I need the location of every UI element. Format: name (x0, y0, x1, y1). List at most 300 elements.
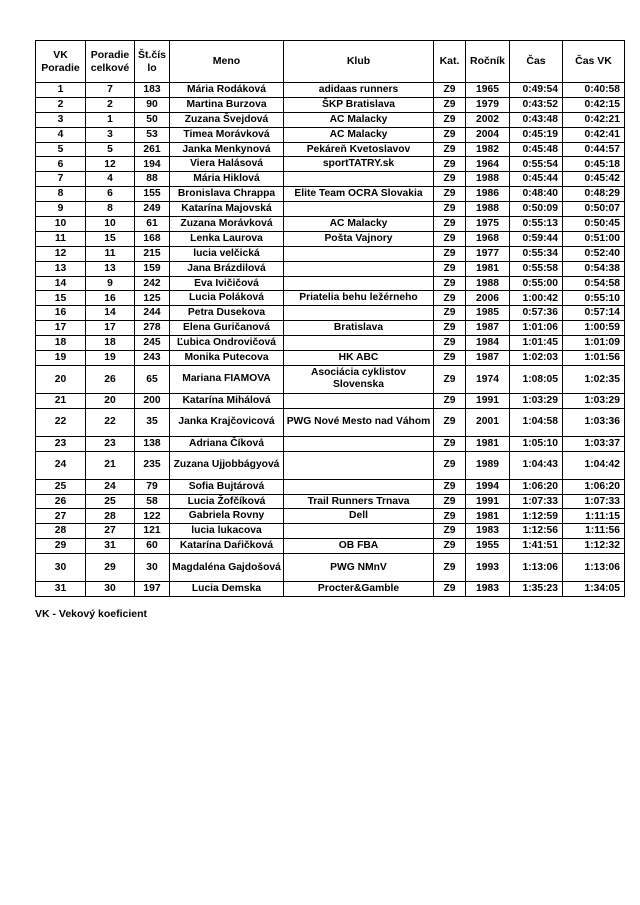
cell-klub: Dell (284, 509, 434, 524)
cell-vk-poradie: 20 (36, 365, 86, 393)
cell-klub (284, 172, 434, 187)
header-cas: Čas (510, 41, 563, 83)
cell-cas: 0:45:48 (510, 142, 563, 157)
cell-meno: Timea Morávková (170, 127, 284, 142)
cell-kat: Z9 (434, 306, 466, 321)
cell-kat: Z9 (434, 112, 466, 127)
cell-vk-poradie: 24 (36, 451, 86, 479)
cell-poradie-celkove: 31 (86, 539, 135, 554)
cell-cas: 1:02:03 (510, 351, 563, 366)
cell-vk-poradie: 27 (36, 509, 86, 524)
cell-rocnik: 1987 (466, 321, 510, 336)
results-table (35, 40, 625, 597)
cell-cas-vk: 0:55:10 (563, 291, 625, 306)
cell-vk-poradie: 15 (36, 291, 86, 306)
cell-cas-vk: 1:03:29 (563, 393, 625, 408)
cell-st-cislo: 249 (135, 202, 170, 217)
cell-klub: PWG Nové Mesto nad Váhom (284, 408, 434, 436)
cell-rocnik: 1955 (466, 539, 510, 554)
cell-meno: Katarína Daŕičková (170, 539, 284, 554)
cell-klub (284, 393, 434, 408)
header-poradie-celkove: Poradie celkové (86, 41, 135, 83)
cell-meno: Bronislava Chrappa (170, 187, 284, 202)
cell-rocnik: 1981 (466, 261, 510, 276)
table-row (36, 436, 625, 451)
cell-cas: 1:05:10 (510, 436, 563, 451)
cell-cas: 1:04:58 (510, 408, 563, 436)
cell-cas: 0:45:44 (510, 172, 563, 187)
cell-cas-vk: 1:07:33 (563, 494, 625, 509)
cell-st-cislo: 159 (135, 261, 170, 276)
cell-klub: PWG NMnV (284, 554, 434, 582)
cell-klub (284, 246, 434, 261)
cell-meno: Jana Brázdilová (170, 261, 284, 276)
cell-st-cislo: 215 (135, 246, 170, 261)
cell-vk-poradie: 28 (36, 524, 86, 539)
cell-poradie-celkove: 21 (86, 451, 135, 479)
table-row (36, 202, 625, 217)
cell-rocnik: 1986 (466, 187, 510, 202)
table-row (36, 408, 625, 436)
cell-vk-poradie: 22 (36, 408, 86, 436)
cell-meno: Katarína Majovská (170, 202, 284, 217)
cell-kat: Z9 (434, 291, 466, 306)
cell-poradie-celkove: 23 (86, 436, 135, 451)
cell-rocnik: 1981 (466, 509, 510, 524)
cell-klub (284, 436, 434, 451)
cell-vk-poradie: 29 (36, 539, 86, 554)
cell-cas-vk: 0:45:42 (563, 172, 625, 187)
cell-cas: 1:03:29 (510, 393, 563, 408)
cell-klub: Trail Runners Trnava (284, 494, 434, 509)
cell-kat: Z9 (434, 436, 466, 451)
table-row (36, 231, 625, 246)
cell-poradie-celkove: 1 (86, 112, 135, 127)
cell-rocnik: 1987 (466, 351, 510, 366)
cell-st-cislo: 244 (135, 306, 170, 321)
cell-meno: Lenka Laurova (170, 231, 284, 246)
cell-meno: Janka Krajčovicová (170, 408, 284, 436)
table-row (36, 539, 625, 554)
cell-poradie-celkove: 20 (86, 393, 135, 408)
cell-meno: Magdaléna Gajdošová (170, 554, 284, 582)
table-row (36, 217, 625, 232)
cell-klub: Bratislava (284, 321, 434, 336)
table-row (36, 554, 625, 582)
cell-rocnik: 1979 (466, 97, 510, 112)
cell-st-cislo: 235 (135, 451, 170, 479)
cell-cas-vk: 1:13:06 (563, 554, 625, 582)
cell-vk-poradie: 23 (36, 436, 86, 451)
table-row (36, 393, 625, 408)
cell-vk-poradie: 5 (36, 142, 86, 157)
cell-cas-vk: 1:01:09 (563, 336, 625, 351)
cell-st-cislo: 125 (135, 291, 170, 306)
cell-rocnik: 2001 (466, 408, 510, 436)
cell-cas-vk: 0:42:21 (563, 112, 625, 127)
cell-cas: 0:55:00 (510, 276, 563, 291)
cell-cas: 1:01:06 (510, 321, 563, 336)
cell-klub (284, 276, 434, 291)
cell-poradie-celkove: 3 (86, 127, 135, 142)
cell-poradie-celkove: 12 (86, 157, 135, 172)
cell-rocnik: 1983 (466, 582, 510, 597)
cell-cas-vk: 1:04:42 (563, 451, 625, 479)
table-row (36, 187, 625, 202)
cell-st-cislo: 50 (135, 112, 170, 127)
cell-st-cislo: 65 (135, 365, 170, 393)
cell-cas: 0:55:34 (510, 246, 563, 261)
cell-kat: Z9 (434, 172, 466, 187)
cell-st-cislo: 121 (135, 524, 170, 539)
table-row (36, 494, 625, 509)
cell-klub (284, 451, 434, 479)
cell-vk-poradie: 1 (36, 83, 86, 98)
cell-vk-poradie: 3 (36, 112, 86, 127)
table-row (36, 142, 625, 157)
cell-vk-poradie: 26 (36, 494, 86, 509)
table-row (36, 509, 625, 524)
cell-meno: Adriana Číková (170, 436, 284, 451)
cell-cas-vk: 1:11:56 (563, 524, 625, 539)
cell-meno: Lucia Žofčíková (170, 494, 284, 509)
cell-meno: Lucia Poláková (170, 291, 284, 306)
cell-st-cislo: 194 (135, 157, 170, 172)
cell-poradie-celkove: 14 (86, 306, 135, 321)
cell-poradie-celkove: 29 (86, 554, 135, 582)
cell-vk-poradie: 6 (36, 157, 86, 172)
cell-kat: Z9 (434, 83, 466, 98)
table-row (36, 157, 625, 172)
cell-rocnik: 1968 (466, 231, 510, 246)
cell-cas-vk: 0:57:14 (563, 306, 625, 321)
cell-rocnik: 1988 (466, 276, 510, 291)
cell-cas-vk: 1:34:05 (563, 582, 625, 597)
cell-kat: Z9 (434, 246, 466, 261)
cell-klub (284, 261, 434, 276)
cell-kat: Z9 (434, 524, 466, 539)
table-row (36, 479, 625, 494)
cell-meno: Gabriela Rovny (170, 509, 284, 524)
cell-cas: 0:49:54 (510, 83, 563, 98)
cell-meno: Katarína Mihálová (170, 393, 284, 408)
cell-klub (284, 306, 434, 321)
cell-cas-vk: 0:42:41 (563, 127, 625, 142)
cell-cas-vk: 0:44:57 (563, 142, 625, 157)
cell-st-cislo: 200 (135, 393, 170, 408)
cell-cas-vk: 0:51:00 (563, 231, 625, 246)
cell-poradie-celkove: 5 (86, 142, 135, 157)
cell-poradie-celkove: 10 (86, 217, 135, 232)
cell-st-cislo: 90 (135, 97, 170, 112)
cell-klub: AC Malacky (284, 217, 434, 232)
header-row (36, 41, 625, 83)
header-vk-poradie: VK Poradie (36, 41, 86, 83)
table-row (36, 365, 625, 393)
cell-cas-vk: 1:02:35 (563, 365, 625, 393)
cell-st-cislo: 242 (135, 276, 170, 291)
cell-kat: Z9 (434, 408, 466, 436)
cell-cas: 0:48:40 (510, 187, 563, 202)
cell-kat: Z9 (434, 321, 466, 336)
cell-meno: Mária Hiklová (170, 172, 284, 187)
cell-klub: ŠKP Bratislava (284, 97, 434, 112)
table-row (36, 351, 625, 366)
header-rocnik: Ročník (466, 41, 510, 83)
cell-rocnik: 1993 (466, 554, 510, 582)
cell-kat: Z9 (434, 157, 466, 172)
cell-poradie-celkove: 22 (86, 408, 135, 436)
cell-st-cislo: 53 (135, 127, 170, 142)
header-meno: Meno (170, 41, 284, 83)
cell-cas-vk: 0:50:45 (563, 217, 625, 232)
table-row (36, 172, 625, 187)
cell-rocnik: 1991 (466, 494, 510, 509)
cell-cas-vk: 0:45:18 (563, 157, 625, 172)
cell-vk-poradie: 21 (36, 393, 86, 408)
cell-kat: Z9 (434, 127, 466, 142)
cell-poradie-celkove: 28 (86, 509, 135, 524)
cell-klub: OB FBA (284, 539, 434, 554)
cell-vk-poradie: 16 (36, 306, 86, 321)
cell-poradie-celkove: 18 (86, 336, 135, 351)
cell-poradie-celkove: 17 (86, 321, 135, 336)
table-row (36, 97, 625, 112)
cell-klub: AC Malacky (284, 112, 434, 127)
cell-st-cislo: 155 (135, 187, 170, 202)
cell-rocnik: 1983 (466, 524, 510, 539)
cell-vk-poradie: 8 (36, 187, 86, 202)
cell-rocnik: 2004 (466, 127, 510, 142)
header-st-cislo: Št.čís lo (135, 41, 170, 83)
cell-klub: AC Malacky (284, 127, 434, 142)
header-cas-vk: Čas VK (563, 41, 625, 83)
cell-meno: Zuzana Švejdová (170, 112, 284, 127)
cell-cas: 0:43:48 (510, 112, 563, 127)
cell-kat: Z9 (434, 351, 466, 366)
cell-meno: Zuzana Morávková (170, 217, 284, 232)
cell-cas: 0:55:13 (510, 217, 563, 232)
cell-kat: Z9 (434, 336, 466, 351)
cell-poradie-celkove: 19 (86, 351, 135, 366)
cell-st-cislo: 58 (135, 494, 170, 509)
table-row (36, 261, 625, 276)
cell-cas: 0:43:52 (510, 97, 563, 112)
cell-cas: 1:12:56 (510, 524, 563, 539)
cell-cas-vk: 1:12:32 (563, 539, 625, 554)
cell-meno: Monika Putecova (170, 351, 284, 366)
cell-vk-poradie: 4 (36, 127, 86, 142)
footnote: VK - Vekový koeficient (35, 608, 148, 620)
cell-klub: Asociácia cyklistov Slovenska (284, 365, 434, 393)
results-body (36, 83, 625, 597)
cell-cas-vk: 1:03:37 (563, 436, 625, 451)
table-row (36, 83, 625, 98)
cell-poradie-celkove: 7 (86, 83, 135, 98)
table-row (36, 336, 625, 351)
cell-cas: 1:00:42 (510, 291, 563, 306)
cell-poradie-celkove: 6 (86, 187, 135, 202)
cell-kat: Z9 (434, 276, 466, 291)
cell-kat: Z9 (434, 187, 466, 202)
cell-st-cislo: 35 (135, 408, 170, 436)
cell-meno: Ľubica Ondrovičová (170, 336, 284, 351)
cell-klub (284, 524, 434, 539)
cell-cas: 0:57:36 (510, 306, 563, 321)
cell-cas: 1:01:45 (510, 336, 563, 351)
cell-poradie-celkove: 4 (86, 172, 135, 187)
table-row (36, 451, 625, 479)
cell-rocnik: 1974 (466, 365, 510, 393)
cell-rocnik: 1989 (466, 451, 510, 479)
cell-st-cislo: 61 (135, 217, 170, 232)
cell-meno: Petra Dusekova (170, 306, 284, 321)
cell-vk-poradie: 18 (36, 336, 86, 351)
cell-cas-vk: 0:52:40 (563, 246, 625, 261)
cell-meno: Sofia Bujtárová (170, 479, 284, 494)
cell-meno: Zuzana Ujjobbágyová (170, 451, 284, 479)
cell-cas: 1:08:05 (510, 365, 563, 393)
cell-rocnik: 1981 (466, 436, 510, 451)
header-klub: Klub (284, 41, 434, 83)
table-row (36, 321, 625, 336)
cell-rocnik: 1975 (466, 217, 510, 232)
cell-cas: 1:41:51 (510, 539, 563, 554)
cell-kat: Z9 (434, 217, 466, 232)
cell-poradie-celkove: 25 (86, 494, 135, 509)
cell-poradie-celkove: 11 (86, 246, 135, 261)
cell-st-cislo: 243 (135, 351, 170, 366)
cell-rocnik: 2006 (466, 291, 510, 306)
cell-kat: Z9 (434, 451, 466, 479)
cell-meno: Janka Menkynová (170, 142, 284, 157)
cell-cas-vk: 0:50:07 (563, 202, 625, 217)
cell-meno: Viera Halásová (170, 157, 284, 172)
cell-klub: Pošta Vajnory (284, 231, 434, 246)
cell-cas-vk: 1:03:36 (563, 408, 625, 436)
cell-cas-vk: 1:00:59 (563, 321, 625, 336)
cell-kat: Z9 (434, 539, 466, 554)
cell-poradie-celkove: 24 (86, 479, 135, 494)
cell-vk-poradie: 30 (36, 554, 86, 582)
cell-meno: Mariana FIAMOVA (170, 365, 284, 393)
cell-rocnik: 1988 (466, 202, 510, 217)
cell-st-cislo: 138 (135, 436, 170, 451)
table-row (36, 276, 625, 291)
table-row (36, 246, 625, 261)
cell-cas-vk: 1:06:20 (563, 479, 625, 494)
cell-cas: 1:13:06 (510, 554, 563, 582)
cell-poradie-celkove: 13 (86, 261, 135, 276)
cell-kat: Z9 (434, 365, 466, 393)
cell-st-cislo: 30 (135, 554, 170, 582)
cell-poradie-celkove: 26 (86, 365, 135, 393)
cell-klub: Priatelia behu ležérneho (284, 291, 434, 306)
cell-st-cislo: 60 (135, 539, 170, 554)
cell-kat: Z9 (434, 479, 466, 494)
table-row (36, 127, 625, 142)
cell-meno: lucia velčická (170, 246, 284, 261)
cell-rocnik: 1964 (466, 157, 510, 172)
cell-klub: Procter&Gamble (284, 582, 434, 597)
cell-st-cislo: 278 (135, 321, 170, 336)
cell-poradie-celkove: 16 (86, 291, 135, 306)
cell-cas: 0:55:54 (510, 157, 563, 172)
cell-st-cislo: 245 (135, 336, 170, 351)
cell-st-cislo: 261 (135, 142, 170, 157)
cell-klub: HK ABC (284, 351, 434, 366)
cell-vk-poradie: 12 (36, 246, 86, 261)
cell-poradie-celkove: 15 (86, 231, 135, 246)
cell-rocnik: 1965 (466, 83, 510, 98)
cell-st-cislo: 183 (135, 83, 170, 98)
cell-kat: Z9 (434, 582, 466, 597)
cell-kat: Z9 (434, 142, 466, 157)
cell-rocnik: 1994 (466, 479, 510, 494)
cell-rocnik: 2002 (466, 112, 510, 127)
cell-meno: Eva Ivičičová (170, 276, 284, 291)
cell-vk-poradie: 19 (36, 351, 86, 366)
cell-klub: Elite Team OCRA Slovakia (284, 187, 434, 202)
cell-cas: 1:06:20 (510, 479, 563, 494)
cell-meno: Elena Guričanová (170, 321, 284, 336)
cell-kat: Z9 (434, 231, 466, 246)
cell-poradie-celkove: 8 (86, 202, 135, 217)
cell-vk-poradie: 7 (36, 172, 86, 187)
cell-meno: Lucia Demska (170, 582, 284, 597)
table-row (36, 582, 625, 597)
cell-cas-vk: 0:42:15 (563, 97, 625, 112)
cell-cas: 0:55:58 (510, 261, 563, 276)
cell-cas: 0:59:44 (510, 231, 563, 246)
cell-kat: Z9 (434, 554, 466, 582)
cell-cas-vk: 0:48:29 (563, 187, 625, 202)
cell-rocnik: 1991 (466, 393, 510, 408)
cell-vk-poradie: 31 (36, 582, 86, 597)
cell-st-cislo: 88 (135, 172, 170, 187)
cell-klub (284, 336, 434, 351)
cell-cas: 1:07:33 (510, 494, 563, 509)
cell-klub: adidaas runners (284, 83, 434, 98)
cell-poradie-celkove: 9 (86, 276, 135, 291)
cell-vk-poradie: 17 (36, 321, 86, 336)
cell-kat: Z9 (434, 202, 466, 217)
cell-cas-vk: 0:54:58 (563, 276, 625, 291)
cell-kat: Z9 (434, 509, 466, 524)
cell-cas: 0:45:19 (510, 127, 563, 142)
cell-cas: 1:35:23 (510, 582, 563, 597)
cell-rocnik: 1985 (466, 306, 510, 321)
cell-st-cislo: 168 (135, 231, 170, 246)
cell-rocnik: 1984 (466, 336, 510, 351)
cell-st-cislo: 197 (135, 582, 170, 597)
cell-vk-poradie: 10 (36, 217, 86, 232)
cell-poradie-celkove: 27 (86, 524, 135, 539)
cell-klub (284, 202, 434, 217)
cell-rocnik: 1982 (466, 142, 510, 157)
cell-poradie-celkove: 30 (86, 582, 135, 597)
cell-cas: 1:04:43 (510, 451, 563, 479)
cell-meno: Martina Burzova (170, 97, 284, 112)
cell-vk-poradie: 25 (36, 479, 86, 494)
cell-st-cislo: 122 (135, 509, 170, 524)
table-row (36, 524, 625, 539)
cell-st-cislo: 79 (135, 479, 170, 494)
cell-kat: Z9 (434, 393, 466, 408)
cell-klub (284, 479, 434, 494)
table-row (36, 291, 625, 306)
cell-cas-vk: 0:54:38 (563, 261, 625, 276)
